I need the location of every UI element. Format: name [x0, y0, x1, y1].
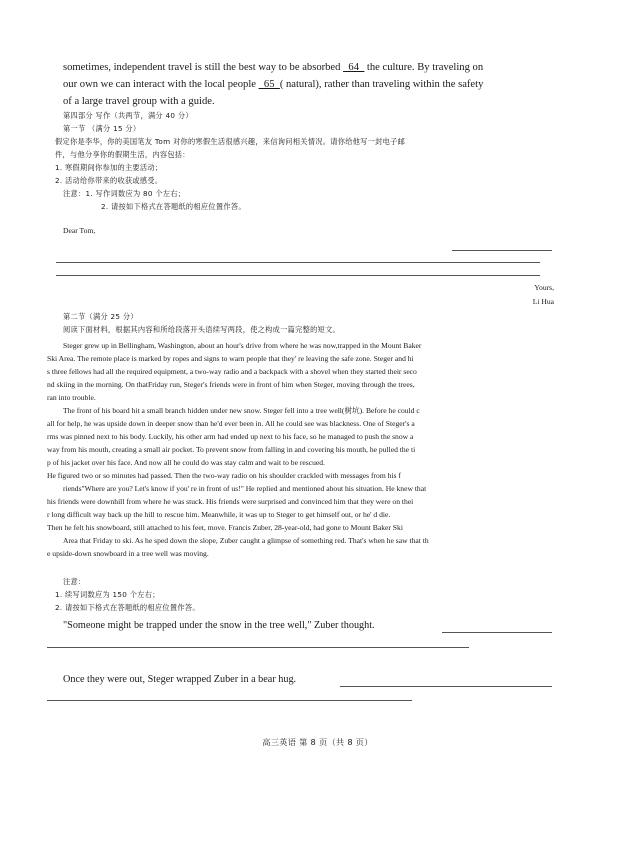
story-line: ran into trouble.	[47, 393, 96, 402]
story-line: Steger grew up in Bellingham, Washington, about an hour's drive from where he was now,trapped in the Mount Baker	[63, 341, 422, 350]
story-line: r long difficult way back up the hill to rescue him. Meanwhile, it was up to Steger to get himself out, or he' d die.	[47, 510, 391, 519]
note: 2. 请按如下格式在答题纸的相应位置作答。	[101, 202, 246, 211]
paragraph-line: our own we can interact with the local people _65_( natural), rather than traveling within the safety	[63, 79, 484, 90]
story-line: his friends were downhill from where he was stuck. His friends were surprised and convinced him that they were on thei	[47, 497, 414, 506]
task-point: 2. 活动给你带来的收获或感受。	[55, 176, 163, 185]
story-line: Ski Area. The remote place is marked by ropes and signs to warn people that they' re leaving the safe zone. Steger and hi	[47, 354, 414, 363]
task-point: 1. 寒假期间你参加的主要活动；	[55, 163, 163, 172]
task-instruction: 件，与他分享你的假期生活，内容包括：	[55, 150, 190, 159]
letter-closing: Yours,	[534, 283, 554, 292]
answer-line	[56, 262, 540, 263]
note: 2. 请按如下格式在答题纸的相应位置作答。	[55, 603, 200, 612]
page-footer: 高三英语 第 8 页（共 8 页）	[262, 737, 373, 747]
section-heading: 第一节 （满分 15 分）	[63, 124, 141, 133]
story-line: e upside-down snowboard in a tree well was moving.	[47, 549, 209, 558]
note: 1. 续写词数应为 150 个左右；	[55, 590, 160, 599]
story-line: Then he felt his snowboard, still attached to his feet, move. Francis Zuber, 28-year-old, had gone to Mount Baker Ski	[47, 523, 403, 532]
story-line: all for help, he was upside down in deeper snow than he'd ever been in. All he could see was blackness. One of Steger's a	[47, 419, 415, 428]
task-instruction: 假定你是李华，你的美国笔友 Tom 对你的寒假生活很感兴趣，来信询问相关情况。请你给他写一封电子邮	[55, 137, 406, 146]
story-line: Area that Friday to ski. As he sped down the slope, Zuber caught a glimpse of something red. That's when he saw that th	[63, 536, 429, 545]
story-line: s three fellows had all the required equipment, a two-way radio and a backpack with a shovel when they started their seco	[47, 367, 417, 376]
story-line: The front of his board hit a small branch hidden under new snow. Steger fell into a tree well(树坑). Before he could c	[63, 406, 420, 415]
paragraph-line: sometimes, independent travel is still the best way to be absorbed _64_ the culture. By traveling on	[63, 62, 484, 73]
story-line: nd skiing in the morning. On thatFriday run, Steger's friends were in front of him when Steger, moving through the trees,	[47, 380, 415, 389]
answer-line	[452, 250, 552, 251]
paragraph-line: of a large travel group with a guide.	[63, 96, 215, 107]
part-heading: 第四部分 写作（共两节，满分 40 分）	[63, 111, 193, 120]
story-line: riends"Where are you? Let's know if you' re in front of us!" He replied and mentioned about his situation. He knew that	[63, 484, 427, 493]
answer-line	[340, 686, 552, 687]
letter-signature: Li Hua	[532, 297, 554, 306]
answer-line	[442, 632, 552, 633]
story-line: rms was pinned next to his body. Luckily, his other arm had ended up next to his face, so he managed to push the snow a	[47, 432, 414, 441]
section-heading: 第二节（满分 25 分）	[63, 312, 138, 321]
story-line: way from his mouth, creating a small air pocket. To prevent snow from falling in and covering his mouth, he pulled the ti	[47, 445, 416, 454]
answer-line	[47, 647, 469, 648]
letter-salutation: Dear Tom,	[63, 226, 96, 235]
task-instruction: 阅读下面材料，根据其内容和所给段落开头语续写两段，使之构成一篇完整的短文。	[63, 325, 341, 334]
answer-line	[47, 700, 412, 701]
note: 注意：1. 写作词数应为 80 个左右；	[63, 189, 186, 198]
note: 注意：	[63, 577, 86, 586]
answer-line	[56, 275, 540, 276]
story-line: He figured two or so minutes had passed. Then the two-way radio on his shoulder crackled with messages from his f	[47, 471, 401, 480]
story-line: p of his jacket over his face. And now all he could do was stay calm and wait to be rescued.	[47, 458, 325, 467]
paragraph-starter: "Someone might be trapped under the snow in the tree well," Zuber thought.	[63, 620, 375, 631]
paragraph-starter: Once they were out, Steger wrapped Zuber in a bear hug.	[63, 674, 297, 685]
